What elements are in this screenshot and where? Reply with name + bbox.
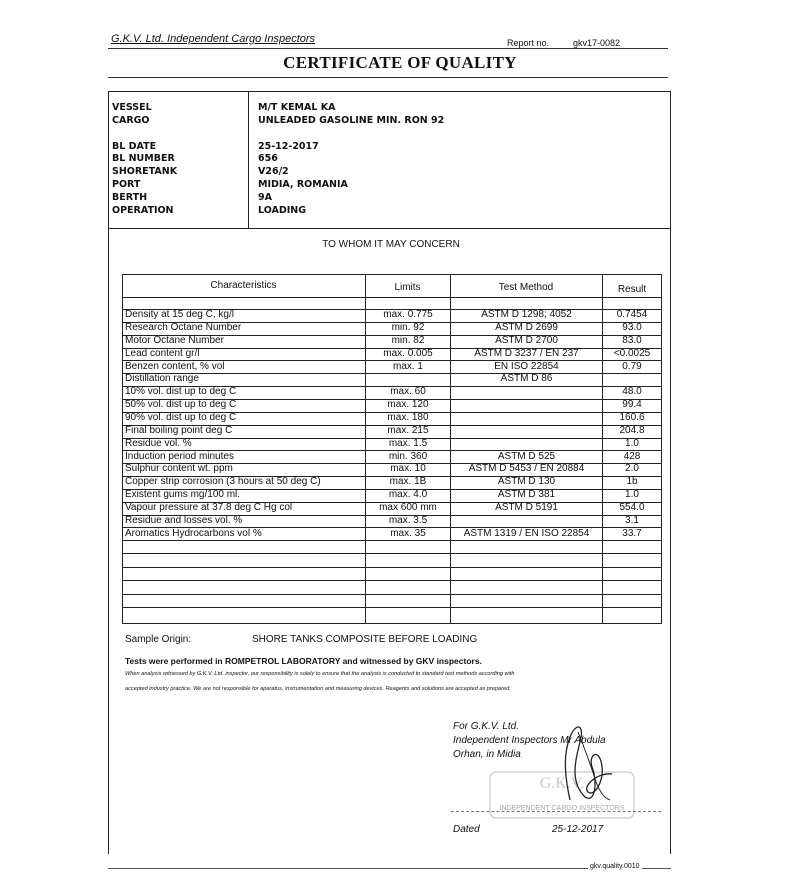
info-value-shoretank: V26/2 <box>258 166 289 177</box>
table-blank-row-rule <box>122 594 662 595</box>
table-cell-result: 0.79 <box>622 360 642 372</box>
cargo-info-box <box>108 91 671 229</box>
dated-label: Dated <box>453 824 480 835</box>
table-cell-limit: max. 10 <box>390 463 426 475</box>
table-cell-limit: max. 4.0 <box>388 489 428 501</box>
sample-origin-label: Sample Origin: <box>125 634 192 645</box>
table-cell-characteristic: 50% vol. dist up to deg C <box>125 399 237 411</box>
info-label-operation: OPERATION <box>112 205 174 216</box>
signature-inspector: Independent Inspectors Mr Abdula <box>453 735 606 746</box>
table-cell-result: 33.7 <box>622 527 642 539</box>
certificate-frame-right <box>670 229 671 854</box>
info-value-port: MIDIA, ROMANIA <box>258 179 348 190</box>
header-rule <box>108 48 668 49</box>
table-cell-limit: max. 35 <box>390 527 426 539</box>
info-value-cargo: UNLEADED GASOLINE MIN. RON 92 <box>258 115 445 126</box>
table-cell-result: 1.0 <box>625 489 639 501</box>
table-cell-limit: max. 0.775 <box>383 309 433 321</box>
table-cell-characteristic: 10% vol. dist up to deg C <box>125 386 237 398</box>
info-label-berth: BERTH <box>112 192 148 203</box>
table-cell-limit: min. 82 <box>391 334 425 346</box>
table-cell-limit: max. 180 <box>387 412 429 423</box>
report-number-label: Report no. <box>507 38 550 48</box>
info-value-operation: LOADING <box>258 205 307 216</box>
table-cell-limit: max. 215 <box>387 424 429 436</box>
info-value-berth: 9A <box>258 192 272 203</box>
table-cell-characteristic: Density at 15 deg C, kg/l <box>125 309 234 321</box>
table-cell-test-method: ASTM D 381 <box>497 489 556 501</box>
cargo-info-divider <box>248 91 249 229</box>
table-cell-characteristic: Residue vol. % <box>125 437 192 449</box>
company-name: G.K.V. Ltd. Independent Cargo Inspectors <box>111 33 316 45</box>
table-cell-limit: max. 3.5 <box>388 514 428 526</box>
table-header-result: Result <box>617 284 647 295</box>
table-cell-characteristic: Existent gums mg/100 ml. <box>125 489 241 501</box>
table-cell-test-method: ASTM D 130 <box>497 476 556 488</box>
table-cell-result: 1b <box>626 476 638 488</box>
signature-date: 25-12-2017 <box>552 824 604 835</box>
table-row-rule <box>122 540 662 541</box>
table-cell-characteristic: Vapour pressure at 37.8 deg C Hg col <box>125 501 293 513</box>
table-cell-result: 3.1 <box>625 514 639 526</box>
to-whom-heading: TO WHOM IT MAY CONCERN <box>322 239 460 250</box>
table-cell-result: 93.0 <box>622 322 642 334</box>
stamp-text: INDEPENDENT CARGO INSPECTORS <box>499 805 625 812</box>
table-header-rule <box>122 297 662 298</box>
info-label-vessel: VESSEL <box>112 102 152 113</box>
table-cell-result: 160.6 <box>619 412 645 423</box>
table-cell-limit: max. 1 <box>392 360 423 372</box>
table-cell-result: 83.0 <box>622 334 642 346</box>
table-cell-result: 554.0 <box>619 501 645 513</box>
table-cell-result: 1.0 <box>625 437 639 449</box>
table-cell-test-method: ASTM D 525 <box>497 450 556 462</box>
handwritten-signature <box>540 712 640 807</box>
table-cell-test-method: ASTM D 5191 <box>495 501 558 513</box>
info-value-bl-date: 25-12-2017 <box>258 141 319 152</box>
table-cell-test-method: EN ISO 22854 <box>494 360 559 372</box>
info-label-port: PORT <box>112 179 141 190</box>
footer-rule <box>108 868 671 869</box>
footer-code: gkv.quality.0010 <box>590 863 640 870</box>
table-cell-test-method: ASTM D 5453 / EN 20884 <box>468 463 585 475</box>
table-cell-limit: max 600 mm <box>379 501 437 513</box>
table-cell-test-method: ASTM D 86 <box>500 373 553 385</box>
sample-origin-value: SHORE TANKS COMPOSITE BEFORE LOADING <box>252 634 478 645</box>
disclaimer-line: accepted industry practice. We are not responsible for aparatus, instrumentation and measuring devices. Reagents and solutions are accepted as prepared. <box>125 686 511 692</box>
table-header-limits: Limits <box>394 282 421 293</box>
tests-note: Tests were performed in ROMPETROL LABORATORY and witnessed by GKV inspectors. <box>125 656 482 666</box>
signature-line <box>451 811 661 812</box>
table-cell-test-method: ASTM D 3237 / EN 237 <box>474 347 579 359</box>
table-cell-limit: max. 1B <box>389 476 427 488</box>
table-blank-row-rule <box>122 580 662 581</box>
table-cell-characteristic: Benzen content, % vol <box>125 360 225 372</box>
table-cell-characteristic: Lead content gr/l <box>125 347 200 359</box>
stamp-mark: G.K.V. <box>539 775 585 792</box>
table-cell-result: 2.0 <box>625 463 639 475</box>
table-blank-row-rule <box>122 553 662 554</box>
table-cell-result: 0.7454 <box>616 309 648 321</box>
table-cell-characteristic: Distillation range <box>125 373 199 385</box>
table-cell-result: <0.0025 <box>613 347 651 359</box>
table-cell-characteristic: Copper strip corrosion (3 hours at 50 deg C) <box>125 476 321 488</box>
table-cell-result: 204.8 <box>619 424 645 436</box>
table-cell-characteristic: Final boiling point deg C <box>125 424 233 436</box>
info-label-shoretank: SHORETANK <box>112 166 178 177</box>
table-cell-characteristic: 90% vol. dist up to deg C <box>125 412 237 423</box>
table-cell-test-method: ASTM D 1298; 4052 <box>481 309 572 321</box>
table-cell-limit: max. 120 <box>387 399 429 411</box>
table-cell-result: 428 <box>623 450 641 462</box>
table-cell-test-method: ASTM D 2700 <box>495 334 558 346</box>
title-rule <box>108 77 668 78</box>
table-cell-test-method: ASTM 1319 / EN ISO 22854 <box>463 527 590 539</box>
table-cell-characteristic: Sulphur content wt. ppm <box>125 463 233 475</box>
info-value-vessel: M/T KEMAL KA <box>258 102 336 113</box>
table-cell-limit: min. 360 <box>388 450 428 462</box>
table-blank-row-rule <box>122 567 662 568</box>
page-title: CERTIFICATE OF QUALITY <box>283 53 517 72</box>
signature-location: Orhan, in Midia <box>453 749 521 760</box>
report-number: gkv17-0082 <box>573 38 621 48</box>
table-cell-characteristic: Induction period minutes <box>125 450 234 462</box>
table-header-test-method: Test Method <box>498 282 554 293</box>
table-cell-characteristic: Motor Octane Number <box>125 334 224 346</box>
table-cell-characteristic: Research Octane Number <box>125 322 242 334</box>
table-cell-result: 48.0 <box>622 386 642 398</box>
table-blank-row-rule <box>122 607 662 608</box>
table-cell-limit: min. 92 <box>391 322 425 334</box>
table-cell-test-method: ASTM D 2699 <box>495 322 558 334</box>
info-label-bl-date: BL DATE <box>112 141 157 152</box>
info-label-cargo: CARGO <box>112 115 150 126</box>
table-cell-limit: max. 0.005 <box>383 347 433 359</box>
table-cell-characteristic: Aromatics Hydrocarbons vol % <box>125 527 262 539</box>
table-cell-result: 99.4 <box>622 399 642 411</box>
signature-for: For G.K.V. Ltd. <box>453 721 519 732</box>
certificate-frame-left <box>108 229 109 854</box>
info-label-bl-number: BL NUMBER <box>112 153 175 164</box>
info-value-bl-number: 656 <box>258 153 278 164</box>
table-cell-characteristic: Residue and losses vol. % <box>125 514 243 526</box>
table-header-characteristics: Characteristics <box>210 280 277 291</box>
disclaimer-line: When analysis witnessed by G.K.V. Ltd. inspector, our responsibility is solely to ensure that the analysis is conducted to standard test methods according with <box>125 671 515 677</box>
table-cell-limit: max. 60 <box>390 386 426 398</box>
table-cell-limit: max. 1.5 <box>388 437 428 449</box>
